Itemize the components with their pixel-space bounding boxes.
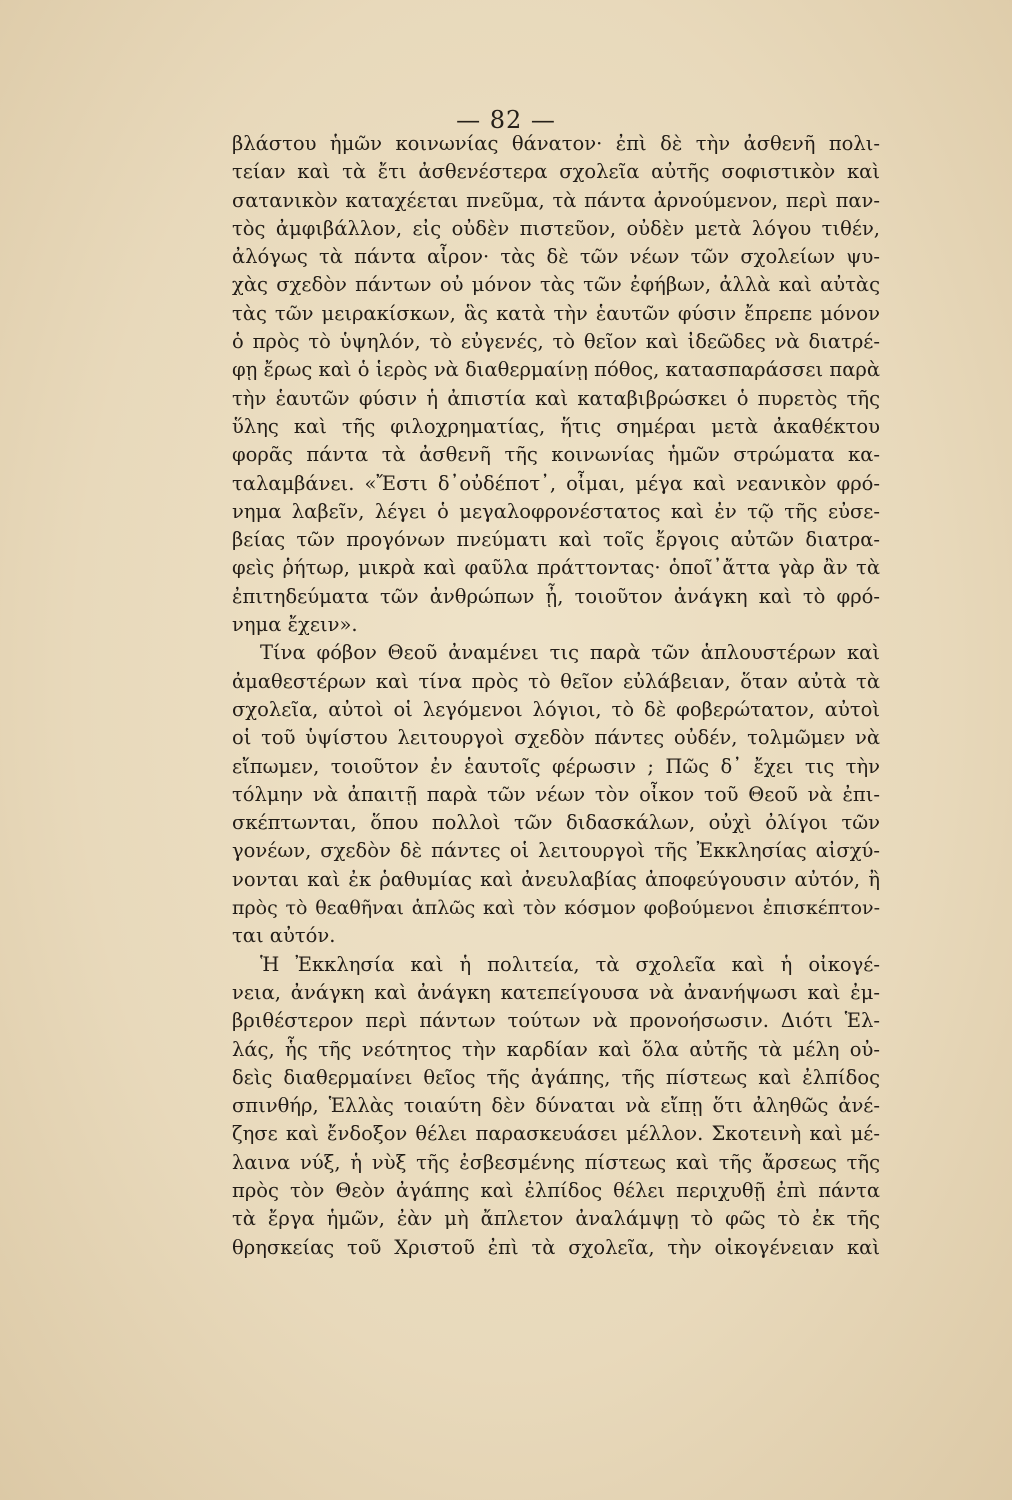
text-line: λαινα νύξ, ἡ νὺξ τῆς ἐσβεσμένης πίστεως καὶ τῆς ἄρσεως τῆς [232, 1150, 880, 1174]
text-line: χὰς σχεδὸν πάντων οὐ μόνον τὰς τῶν ἐφήβων, ἀλλὰ καὶ αὐτὰς [232, 273, 880, 297]
text-line: ἀμαθεστέρων καὶ τίνα πρὸς τὸ θεῖον εὐλάβειαν, ὅταν αὐτὰ τὰ [232, 669, 880, 693]
text-line: ὕλης καὶ τῆς φιλοχρηματίας, ἥτις σημέραι μετὰ ἀκαθέκτου [232, 414, 880, 438]
text-line: Τίνα φόβον Θεοῦ ἀναμένει τις παρὰ τῶν ἁπλουστέρων καὶ [260, 641, 880, 665]
text-line: ταλαμβάνει. «Ἔστι δ᾽οὐδέποτ᾽, οἶμαι, μέγα καὶ νεανικὸν φρό- [232, 471, 880, 495]
text-line: Ἡ Ἐκκλησία καὶ ἡ πολιτεία, τὰ σχολεῖα καὶ ἡ οἰκογέ- [260, 952, 880, 976]
text-line: φεὶς ῥήτωρ, μικρὰ καὶ φαῦλα πράττοντας· ὁποῖ᾽ἄττα γὰρ ἂν τὰ [232, 556, 880, 580]
text-line: τείαν καὶ τὰ ἔτι ἀσθενέστερα σχολεῖα αὐτῆς σοφιστικὸν καὶ [232, 160, 880, 184]
text-line: βείας τῶν προγόνων πνεύματι καὶ τοῖς ἔργοις αὐτῶν διατρα- [232, 528, 880, 552]
text-line: θρησκείας τοῦ Χριστοῦ ἐπὶ τὰ σχολεῖα, τὴν οἰκογένειαν καὶ [232, 1235, 880, 1259]
text-line: ζησε καὶ ἔνδοξον θέλει παρασκευάσει μέλλον. Σκοτεινὴ καὶ μέ- [232, 1122, 880, 1146]
text-line: τὴν ἑαυτῶν φύσιν ἡ ἀπιστία καὶ καταβιβρώσκει ὁ πυρετὸς τῆς [232, 386, 880, 410]
text-line: ἀλόγως τὰ πάντα αἶρον· τὰς δὲ τῶν νέων τῶν σχολείων ψυ- [232, 245, 880, 269]
text-line: οἱ τοῦ ὑψίστου λειτουργοὶ σχεδὸν πάντες οὐδέν, τολμῶμεν νὰ [232, 726, 880, 750]
text-line: νημα ἔχειν». [232, 613, 358, 637]
text-line: δεὶς διαθερμαίνει θεῖος τῆς ἀγάπης, τῆς πίστεως καὶ ἐλπίδος [232, 1065, 880, 1089]
text-line: ὁ πρὸς τὸ ὑψηλόν, τὸ εὐγενές, τὸ θεῖον καὶ ἰδεῶδες νὰ διατρέ- [232, 330, 880, 354]
text-line: νημα λαβεῖν, λέγει ὁ μεγαλοφρονέστατος καὶ ἐν τῷ τῆς εὐσε- [232, 499, 880, 523]
text-line: τὰς τῶν μειρακίσκων, ἃς κατὰ τὴν ἑαυτῶν φύσιν ἔπρεπε μόνον [232, 301, 880, 325]
text-line: νεια, ἀνάγκη καὶ ἀνάγκη κατεπείγουσα νὰ ἀνανήψωσι καὶ ἐμ- [232, 980, 880, 1004]
text-line: βλάστου ἡμῶν κοινωνίας θάνατον· ἐπὶ δὲ τὴν ἀσθενῆ πολι- [232, 132, 880, 155]
text-line: σχολεῖα, αὐτοὶ οἱ λεγόμενοι λόγιοι, τὸ δὲ φοβερώτατον, αὐτοὶ [232, 697, 880, 721]
text-line: εἴπωμεν, τοιοῦτον ἐν ἑαυτοῖς φέρωσιν ; Πῶς δ᾽ ἔχει τις τὴν [232, 754, 880, 778]
text-line: τὸς ἀμφιβάλλον, εἰς οὐδὲν πιστεῦον, οὐδὲν μετὰ λόγου τιθέν, [232, 216, 880, 240]
text-line: νονται καὶ ἐκ ῥαθυμίας καὶ ἀνευλαβίας ἀποφεύγουσιν αὐτόν, ἢ [232, 867, 880, 891]
text-line: βριθέστερον περὶ πάντων τούτων νὰ προνοήσωσιν. Διότι Ἑλ- [232, 1009, 880, 1033]
text-line: γονέων, σχεδὸν δὲ πάντες οἱ λειτουργοὶ τῆς Ἐκκλησίας αἰσχύ- [232, 839, 880, 863]
text-line: σπινθήρ, Ἑλλὰς τοιαύτη δὲν δύναται νὰ εἴπῃ ὅτι ἀληθῶς ἀνέ- [232, 1094, 880, 1118]
text-line: τόλμην νὰ ἀπαιτῇ παρὰ τῶν νέων τὸν οἶκον τοῦ Θεοῦ νὰ ἐπι- [232, 782, 880, 806]
text-line: τὰ ἔργα ἡμῶν, ἐὰν μὴ ἄπλετον ἀναλάμψῃ τὸ φῶς τὸ ἐκ τῆς [232, 1207, 880, 1231]
text-line: ἐπιτηδεύματα τῶν ἀνθρώπων ᾖ, τοιοῦτον ἀνάγκη καὶ τὸ φρό- [232, 584, 880, 608]
text-line: σατανικὸν καταχέεται πνεῦμα, τὰ πάντα ἀρνούμενον, περὶ παν- [232, 188, 880, 212]
text-line: φῃ ἔρως καὶ ὁ ἱερὸς νὰ διαθερμαίνῃ πόθος, κατασπαράσσει παρὰ [232, 358, 880, 382]
text-line: λάς, ἧς τῆς νεότητος τὴν καρδίαν καὶ ὅλα αὐτῆς τὰ μέλη οὐ- [232, 1037, 880, 1061]
text-line: πρὸς τὸ θεαθῆναι ἁπλῶς καὶ τὸν κόσμον φοβούμενοι ἐπισκέπτον- [232, 897, 880, 920]
text-line: πρὸς τὸν Θεὸν ἀγάπης καὶ ἐλπίδος θέλει περιχυθῇ ἐπὶ πάντα [232, 1178, 880, 1202]
text-line: σκέπτωνται, ὅπου πολλοὶ τῶν διδασκάλων, οὐχὶ ὀλίγοι τῶν [232, 811, 880, 835]
text-line: ται αὐτόν. [232, 924, 336, 948]
text-line: φορᾶς πάντα τὰ ἀσθενῆ τῆς κοινωνίας ἡμῶν στρώματα κα- [232, 443, 880, 467]
body-text [232, 130, 880, 1262]
page-number: — 82 — [456, 106, 556, 134]
